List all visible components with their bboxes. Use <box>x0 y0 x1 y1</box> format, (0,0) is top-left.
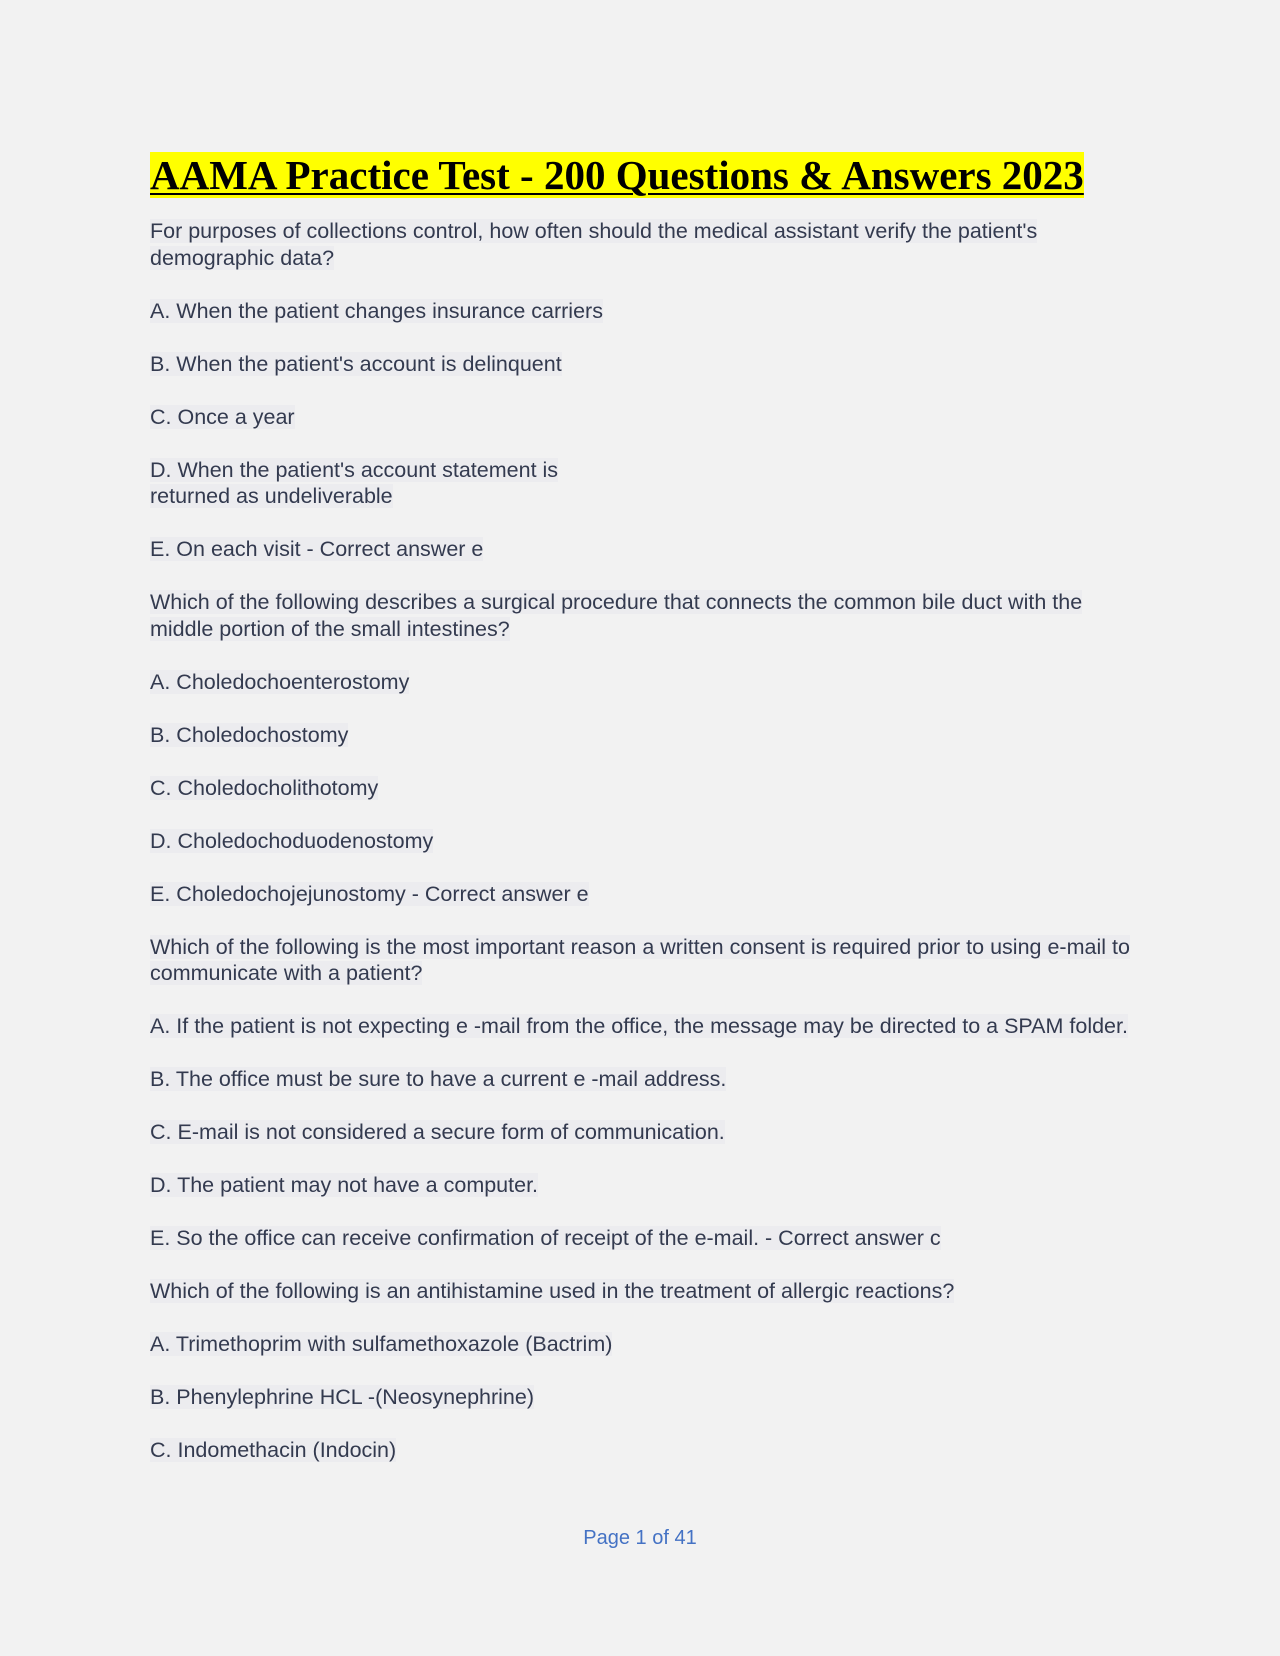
question-1-option-b: B. When the patient's account is delinquent <box>150 351 562 376</box>
question-2-option-a: A. Choledochoenterostomy <box>150 669 410 694</box>
question-2-option-e-answer: E. Choledochojejunostomy - Correct answer e <box>150 881 589 906</box>
question-1-option-a: A. When the patient changes insurance carriers <box>150 298 603 323</box>
page-number-footer: Page 1 of 41 <box>583 1527 697 1549</box>
question-1-text: For purposes of collections control, how often should the medical assistant verify the patient's demographic data? <box>150 219 1038 270</box>
title-text: AAMA Practice Test - 200 Questions & Answers 2023 <box>150 152 1084 198</box>
question-4-option-a: A. Trimethoprim with sulfamethoxazole (Bactrim) <box>150 1332 613 1356</box>
question-1-option-e-answer: E. On each visit - Correct answer e <box>150 537 484 561</box>
question-3-option-e-answer: E. So the office can receive confirmation of receipt of the e-mail. - Correct answer c <box>150 1226 941 1250</box>
question-3-option-a: A. If the patient is not expecting e -mail from the office, the message may be directed to a SPAM folder. <box>150 1014 1128 1038</box>
question-3-text: Which of the following is the most important reason a written consent is required prior to using e-mail to communicate with a patient? <box>150 934 1130 985</box>
question-4-text: Which of the following is an antihistamine used in the treatment of allergic reactions? <box>150 1279 955 1303</box>
question-1-option-d: D. When the patient's account statement is returned as undeliverable <box>150 457 559 508</box>
question-3-option-b: B. The office must be sure to have a current e -mail address. <box>150 1067 727 1091</box>
question-4-option-b: B. Phenylephrine HCL -(Neosynephrine) <box>150 1385 535 1409</box>
question-3-option-c: C. E-mail is not considered a secure form of communication. <box>150 1120 725 1144</box>
question-4-option-c: C. Indomethacin (Indocin) <box>150 1438 397 1462</box>
question-2-option-c: C. Choledocholithotomy <box>150 775 379 800</box>
question-2-text: Which of the following describes a surgical procedure that connects the common bile duct with the middle portion of the small intestines? <box>150 590 1083 641</box>
question-2-option-b: B. Choledochostomy <box>150 722 349 747</box>
question-2-option-d: D. Choledochoduodenostomy <box>150 828 434 853</box>
document-body <box>150 150 1130 1490</box>
document-title <box>150 150 1130 200</box>
question-3-option-d: D. The patient may not have a computer. <box>150 1173 539 1197</box>
question-1-option-c: C. Once a year <box>150 404 295 429</box>
